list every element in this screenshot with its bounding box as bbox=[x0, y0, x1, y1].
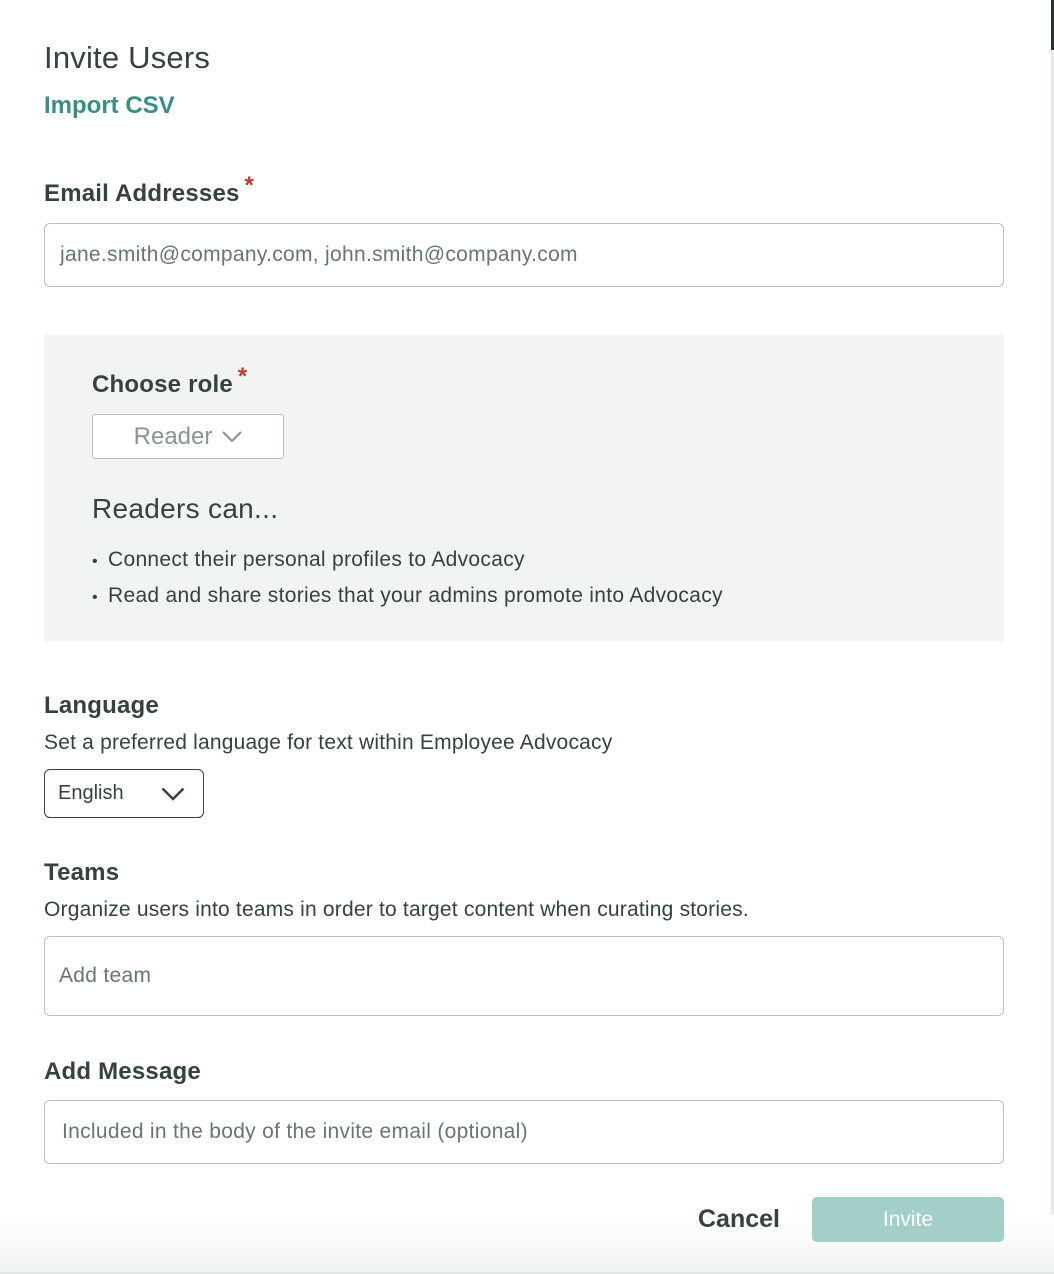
message-placeholder: Included in the body of the invite email (optional) bbox=[62, 1120, 528, 1143]
role-permissions-list bbox=[92, 543, 723, 615]
teams-label: Teams bbox=[44, 859, 120, 886]
required-asterisk: * bbox=[237, 363, 248, 390]
message-label: Add Message bbox=[44, 1058, 201, 1085]
language-selected-value: English bbox=[58, 782, 124, 804]
email-placeholder: jane.smith@company.com, john.smith@company.com bbox=[60, 243, 578, 266]
email-input[interactable] bbox=[44, 223, 1004, 287]
language-select[interactable] bbox=[44, 769, 204, 818]
list-item bbox=[92, 579, 723, 615]
bullet: • bbox=[92, 589, 98, 606]
role-selected-value: Reader bbox=[133, 422, 213, 450]
language-label: Language bbox=[44, 692, 159, 719]
role-label bbox=[92, 363, 248, 399]
permission-text: Connect their personal profiles to Advocacy bbox=[108, 548, 525, 571]
email-label-text: Email Addresses bbox=[44, 180, 240, 207]
chevron-down-icon bbox=[161, 787, 185, 801]
permission-text: Read and share stories that your admins promote into Advocacy bbox=[108, 584, 723, 607]
dialog-title: Invite Users bbox=[44, 40, 211, 75]
cancel-button[interactable]: Cancel bbox=[698, 1204, 780, 1233]
chevron-down-icon bbox=[222, 431, 242, 443]
add-team-input[interactable] bbox=[44, 936, 1004, 1016]
required-asterisk: * bbox=[244, 172, 255, 199]
role-panel bbox=[44, 335, 1004, 641]
role-select[interactable] bbox=[92, 414, 284, 459]
invite-button[interactable]: Invite bbox=[812, 1197, 1004, 1242]
teams-helper-text: Organize users into teams in order to target content when curating stories. bbox=[44, 898, 749, 921]
email-label bbox=[44, 172, 255, 208]
list-item bbox=[92, 543, 723, 579]
role-description-heading: Readers can... bbox=[92, 493, 279, 524]
message-input[interactable] bbox=[44, 1100, 1004, 1164]
add-team-placeholder: Add team bbox=[59, 964, 152, 987]
role-label-text: Choose role bbox=[92, 371, 233, 398]
language-helper-text: Set a preferred language for text within Employee Advocacy bbox=[44, 731, 613, 754]
bullet: • bbox=[92, 553, 98, 570]
import-csv-link[interactable]: Import CSV bbox=[44, 92, 175, 119]
